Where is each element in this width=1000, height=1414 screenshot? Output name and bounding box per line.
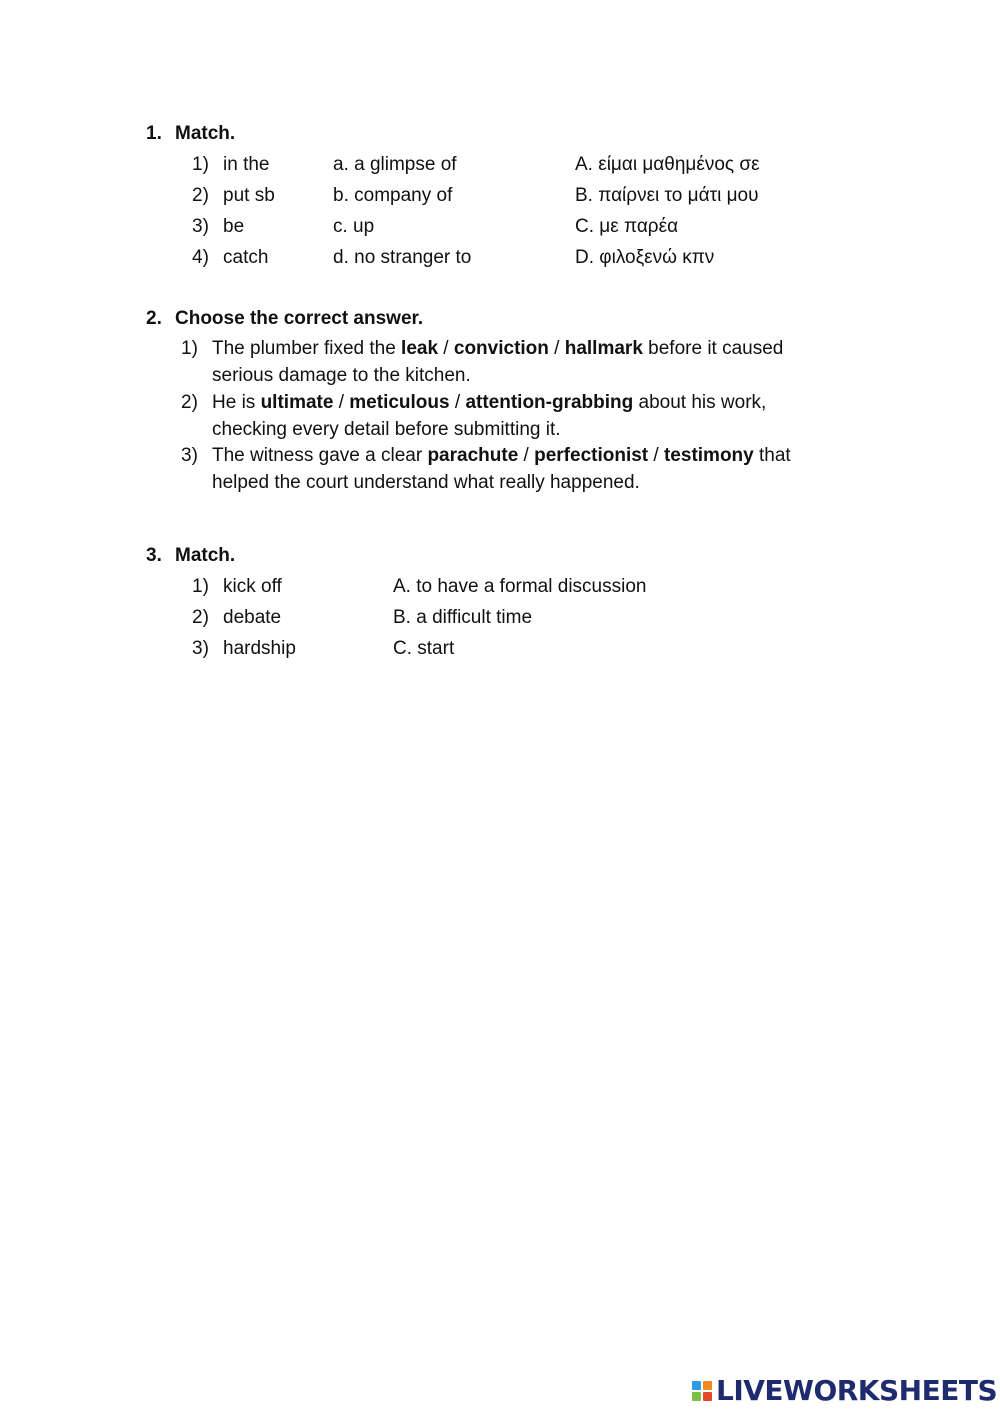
answer-option[interactable]: parachute bbox=[427, 445, 519, 466]
match-left: be bbox=[223, 216, 245, 237]
answer-option[interactable]: testimony bbox=[663, 445, 754, 466]
answer-option[interactable]: leak bbox=[401, 338, 439, 359]
answer-option[interactable]: attention-grabbing bbox=[465, 392, 634, 413]
sentence-text: He is bbox=[212, 392, 261, 413]
logo-text: LIVEWORKSHEETS bbox=[716, 1374, 998, 1407]
question-sentence bbox=[212, 442, 832, 496]
section-3-title: Match. bbox=[175, 545, 236, 566]
match-right: B. a difficult time bbox=[393, 607, 533, 628]
logo-mark-square bbox=[692, 1392, 701, 1401]
option-separator: / bbox=[648, 445, 664, 466]
row-number: 1) bbox=[192, 576, 209, 597]
match-right: C. με παρέα bbox=[575, 216, 679, 237]
row-number: 4) bbox=[192, 247, 209, 268]
match-right: A. to have a formal discussion bbox=[393, 576, 647, 597]
section-1-number: 1. bbox=[146, 123, 162, 144]
answer-option[interactable]: meticulous bbox=[349, 392, 450, 413]
match-right: D. φιλοξενώ κπν bbox=[575, 247, 715, 268]
row-number: 2) bbox=[192, 607, 209, 628]
option-separator: / bbox=[438, 338, 454, 359]
question-number: 1) bbox=[181, 338, 198, 359]
option-separator: / bbox=[449, 392, 466, 413]
row-number: 3) bbox=[192, 638, 209, 659]
match-right: A. είμαι μαθημένος σε bbox=[575, 154, 760, 175]
option-separator: / bbox=[548, 338, 565, 359]
question-sentence bbox=[212, 335, 832, 389]
sentence-text: about his work, checking every detail before submitting it. bbox=[212, 392, 767, 440]
answer-option[interactable]: perfectionist bbox=[534, 445, 649, 466]
match-left: debate bbox=[223, 607, 282, 628]
logo-mark-square bbox=[703, 1392, 712, 1401]
match-left: catch bbox=[223, 247, 269, 268]
row-number: 3) bbox=[192, 216, 209, 237]
question-sentence bbox=[212, 389, 832, 443]
answer-option[interactable]: ultimate bbox=[260, 392, 334, 413]
section-2-title: Choose the correct answer. bbox=[175, 308, 424, 329]
match-right: C. start bbox=[393, 638, 455, 659]
row-number: 1) bbox=[192, 154, 209, 175]
row-number: 2) bbox=[192, 185, 209, 206]
match-left: put sb bbox=[223, 185, 275, 206]
sentence-text: The plumber fixed the bbox=[212, 338, 402, 359]
answer-option[interactable]: hallmark bbox=[564, 338, 643, 359]
sentence-text: before it caused serious damage to the kitchen. bbox=[212, 338, 784, 386]
option-separator: / bbox=[518, 445, 535, 466]
logo-mark-square bbox=[692, 1381, 701, 1390]
logo-mark-square bbox=[703, 1381, 712, 1390]
match-middle: d. no stranger to bbox=[333, 247, 472, 268]
option-separator: / bbox=[333, 392, 350, 413]
question-number: 2) bbox=[181, 392, 198, 413]
match-left: in the bbox=[223, 154, 270, 175]
match-left: hardship bbox=[223, 638, 296, 659]
answer-option[interactable]: conviction bbox=[453, 338, 549, 359]
liveworksheets-logo bbox=[692, 1376, 997, 1406]
section-3-number: 3. bbox=[146, 545, 162, 566]
match-right: B. παίρνει το μάτι μου bbox=[575, 185, 759, 206]
section-1-title: Match. bbox=[175, 123, 236, 144]
sentence-text: that helped the court understand what really happened. bbox=[212, 445, 791, 493]
section-2-number: 2. bbox=[146, 308, 162, 329]
logo-mark-icon bbox=[692, 1381, 712, 1401]
match-left: kick off bbox=[223, 576, 282, 597]
match-middle: b. company of bbox=[333, 185, 453, 206]
question-number: 3) bbox=[181, 445, 198, 466]
match-middle: a. a glimpse of bbox=[333, 154, 457, 175]
sentence-text: The witness gave a clear bbox=[212, 445, 428, 466]
match-middle: c. up bbox=[333, 216, 375, 237]
